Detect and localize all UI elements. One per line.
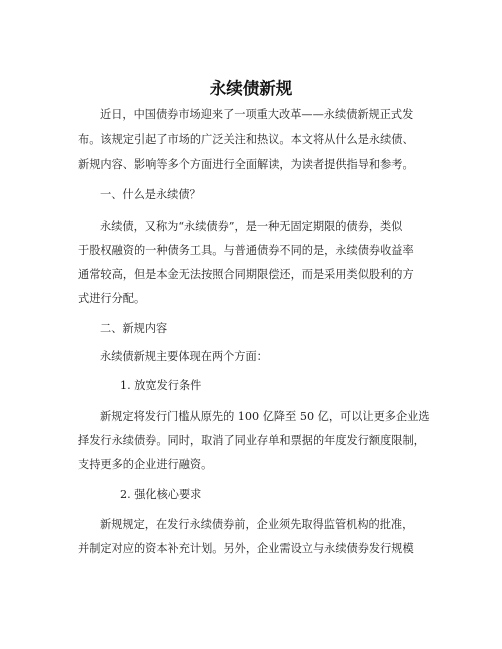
- section2-item1-line-3: 支持更多的企业进行融资。: [78, 458, 213, 471]
- section2-item2-line-1: 新规规定，在发行永续债券前，企业须先取得监管机构的批准，: [100, 518, 414, 531]
- section2-item2-line-2: 并制定对应的资本补充计划。另外，企业需设立与永续债券发行规模: [78, 542, 414, 555]
- section1-heading: 一、什么是永续债？: [100, 188, 201, 201]
- section1-line-3: 通常较高，但是本金无法按照合同期限偿还，而是采用类似股利的方: [78, 268, 414, 281]
- section2-item1-heading: 1. 放宽发行条件: [120, 379, 202, 392]
- section2-item2-heading: 2. 强化核心要求: [120, 488, 202, 501]
- document-title: 永续债新规: [209, 79, 293, 98]
- section2-item1-line-2: 择发行永续债券。同时，取消了同业存单和票据的年度发行额度限制，: [78, 434, 425, 447]
- section1-line-1: 永续债，又称为“永续债券”，是一种无固定期限的债券，类似: [100, 220, 403, 233]
- intro-line-3: 新规内容、影响等多个方面进行全面解读，为读者提供指导和参考。: [78, 158, 414, 171]
- intro-line-1: 近日，中国债券市场迎来了一项重大改革——永续债新规正式发: [100, 108, 414, 121]
- section2-item1-line-1: 新规定将发行门槛从原先的 100 亿降至 50 亿，可以让更多企业选: [100, 410, 430, 423]
- intro-line-2: 布。该规定引起了市场的广泛关注和热议。本文将从什么是永续债、: [78, 133, 414, 146]
- section2-intro: 永续债新规主要体现在两个方面：: [100, 350, 268, 363]
- section1-line-4: 式进行分配。: [78, 292, 146, 305]
- section1-line-2: 于股权融资的一种债务工具。与普通债券不同的是，永续债券收益率: [78, 244, 414, 257]
- section2-heading: 二、新规内容: [100, 322, 168, 335]
